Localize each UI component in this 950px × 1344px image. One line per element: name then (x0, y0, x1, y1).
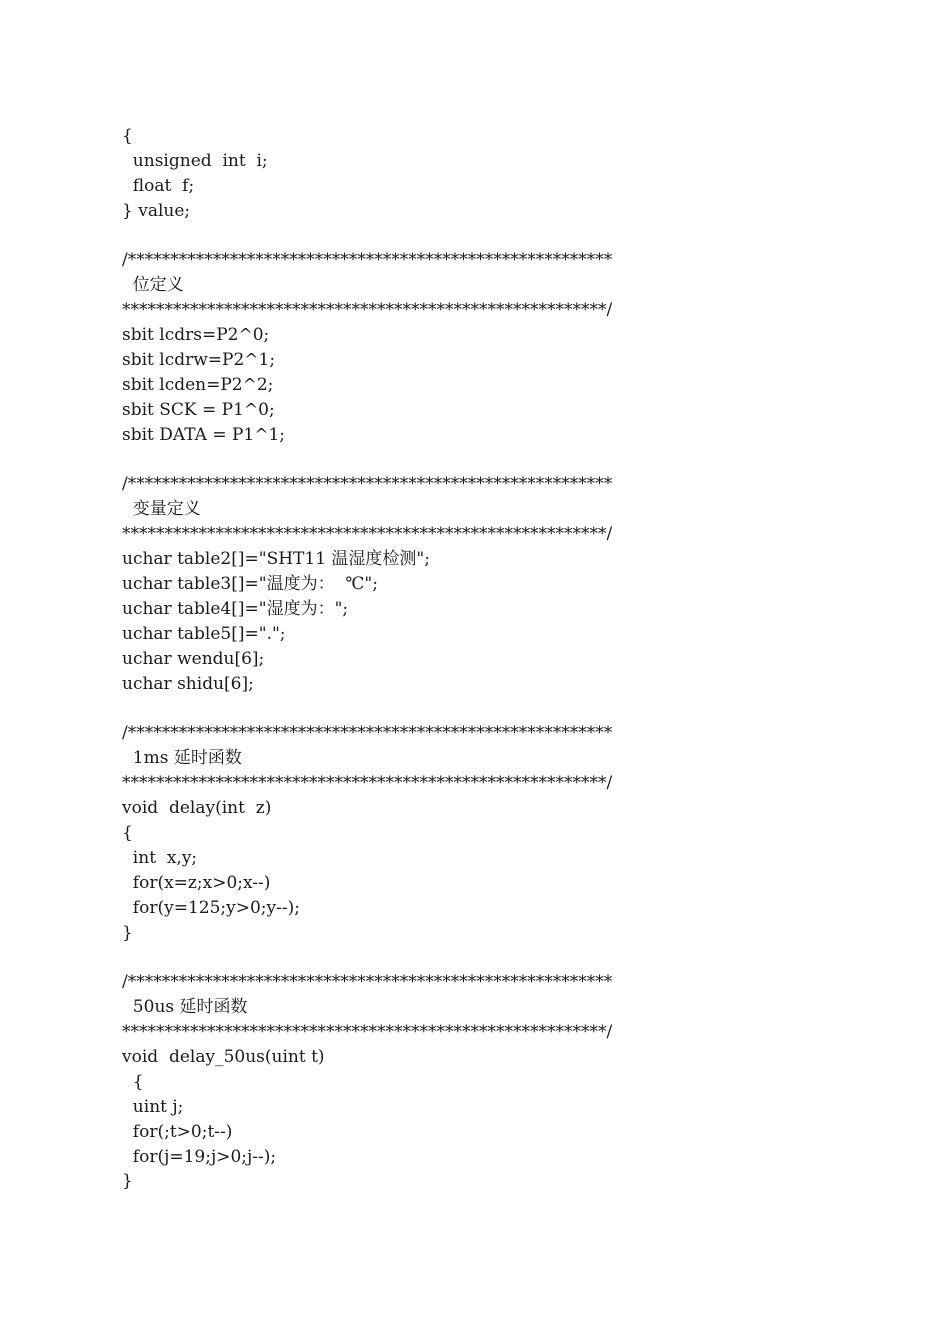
code-line: uchar shidu[6]; (122, 673, 254, 694)
code-line: sbit lcdrs=P2^0; (122, 325, 270, 346)
code-line: { (122, 1071, 144, 1092)
code-line: for(;t>0;t--) (122, 1121, 233, 1142)
code-line: sbit lcdrw=P2^1; (122, 350, 276, 371)
code-line: } (122, 1171, 133, 1192)
blank-line (122, 945, 902, 970)
blank-line (122, 448, 902, 473)
code-line: uint j; (122, 1096, 184, 1117)
code-line: unsigned int i; (122, 150, 268, 171)
code-line: int x,y; (122, 847, 198, 868)
code-line: } (122, 922, 133, 943)
code-line: for(y=125;y>0;y--); (122, 897, 300, 918)
code-line: void delay(int z) (122, 798, 272, 819)
comment-border-top: /********************************************************* (122, 474, 613, 495)
code-line: { (122, 126, 133, 146)
code-line: float f; (122, 175, 195, 196)
code-line: uchar table3[]="温度为： ℃"; (122, 574, 378, 595)
code-line: uchar table2[]="SHT11 温湿度检测"; (122, 549, 430, 570)
code-line: uchar wendu[6]; (122, 648, 265, 669)
section-heading: 变量定义 (122, 499, 201, 520)
comment-border-bottom: *********************************************************/ (122, 524, 613, 545)
code-line: } value; (122, 200, 191, 221)
comment-border-bottom: *********************************************************/ (122, 773, 613, 794)
code-line: sbit lcden=P2^2; (122, 374, 274, 395)
code-line: sbit DATA = P1^1; (122, 424, 286, 445)
code-line: uchar table5[]="."; (122, 623, 286, 644)
code-line: for(j=19;j>0;j--); (122, 1146, 277, 1167)
code-line: void delay_50us(uint t) (122, 1046, 325, 1067)
comment-border-top: /********************************************************* (122, 972, 613, 993)
code-line: uchar table4[]="湿度为："; (122, 598, 349, 619)
comment-border-bottom: *********************************************************/ (122, 1022, 613, 1043)
comment-border-bottom: *********************************************************/ (122, 300, 613, 321)
section-heading: 50us 延时函数 (122, 997, 248, 1018)
section-heading: 1ms 延时函数 (122, 748, 242, 769)
code-listing (122, 124, 902, 1194)
blank-line (122, 224, 902, 249)
comment-border-top: /********************************************************* (122, 250, 613, 271)
comment-border-top: /********************************************************* (122, 723, 613, 744)
code-line: { (122, 822, 133, 843)
code-line: for(x=z;x>0;x--) (122, 872, 271, 893)
section-heading: 位定义 (122, 275, 184, 296)
blank-line (122, 696, 902, 721)
code-line: sbit SCK = P1^0; (122, 399, 275, 420)
